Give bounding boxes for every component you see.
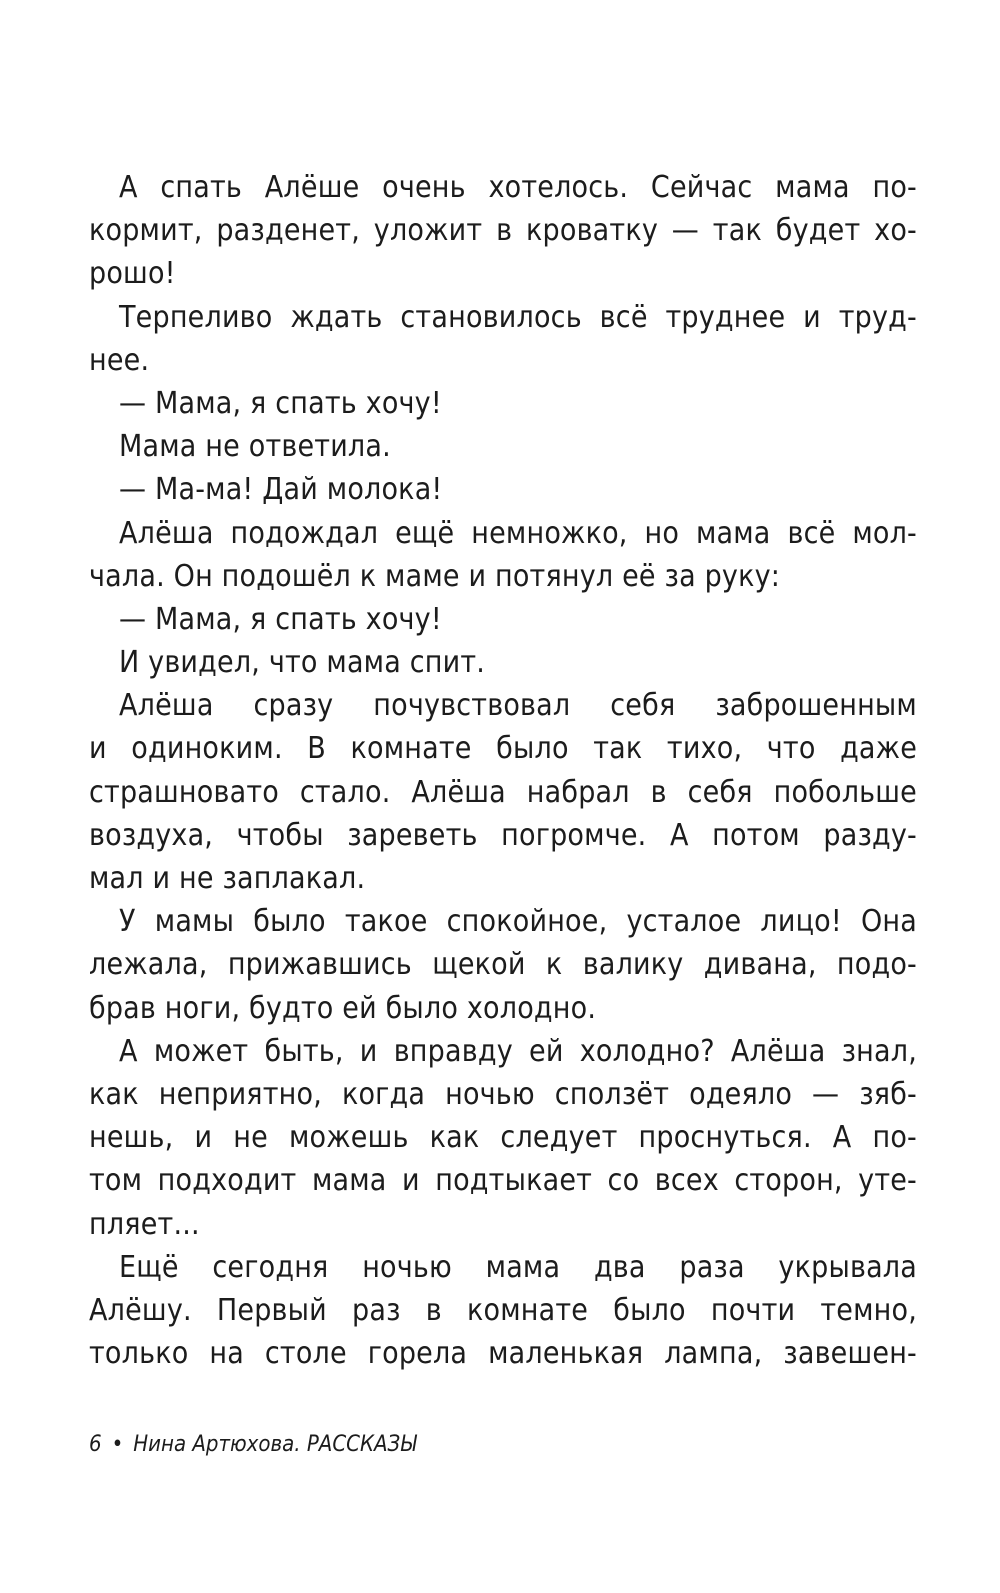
text-line: нее.	[89, 342, 150, 378]
text-line: А может быть, и вправду ей холодно? Алёша знал,	[119, 1033, 917, 1069]
text-line: нешь, и не можешь как следует проснуться. А по-	[89, 1120, 917, 1156]
text-line: только на столе горела маленькая лампа, завешен-	[89, 1336, 917, 1372]
page-footer	[89, 1432, 416, 1457]
text-line: пляет...	[89, 1206, 200, 1242]
text-line: — Мама, я спать хочу!	[119, 385, 442, 421]
text-line: кормит, разденет, уложит в кроватку — так будет хо-	[89, 213, 917, 249]
text-line: чала. Он подошёл к маме и потянул её за руку:	[89, 558, 781, 594]
text-line: воздуха, чтобы зареветь погромче. А потом разду-	[89, 817, 917, 853]
text-line: Ещё сегодня ночью мама два раза укрывала	[119, 1249, 917, 1285]
page-number: 6	[89, 1432, 102, 1457]
text-line: — Мама, я спать хочу!	[119, 601, 442, 637]
text-line: том подходит мама и подтыкает со всех сторон, уте-	[89, 1163, 917, 1199]
text-line: брав ноги, будто ей было холодно.	[89, 990, 597, 1026]
footer-separator: •	[111, 1432, 124, 1457]
text-line: Алёша сразу почувствовал себя заброшенным	[119, 688, 917, 724]
text-line: страшновато стало. Алёша набрал в себя побольше	[89, 774, 917, 810]
running-title: Нина Артюхова. РАССКАЗЫ	[133, 1432, 417, 1457]
text-line: Алёша подождал ещё немножко, но мама всё мол-	[119, 515, 917, 551]
text-line: Мама не ответила.	[119, 429, 391, 465]
text-line: Алёшу. Первый раз в комнате было почти темно,	[89, 1292, 917, 1328]
text-line: У мамы было такое спокойное, усталое лицо! Она	[119, 904, 917, 940]
text-line: А спать Алёше очень хотелось. Сейчас мама по-	[119, 170, 917, 205]
text-line: Терпеливо ждать становилось всё труднее и труд-	[119, 299, 917, 335]
body-text	[89, 166, 917, 1375]
text-line: рошо!	[89, 256, 176, 292]
text-line: и одиноким. В комнате было так тихо, что даже	[89, 731, 917, 767]
text-line: мал и не заплакал.	[89, 861, 366, 896]
text-line: как неприятно, когда ночью сползёт одеяло — зяб-	[89, 1076, 917, 1112]
text-line: — Ма-ма! Дай молока!	[119, 472, 443, 508]
text-line: И увидел, что мама спит.	[119, 645, 486, 681]
text-line: лежала, прижавшись щекой к валику дивана, подо-	[89, 947, 917, 983]
